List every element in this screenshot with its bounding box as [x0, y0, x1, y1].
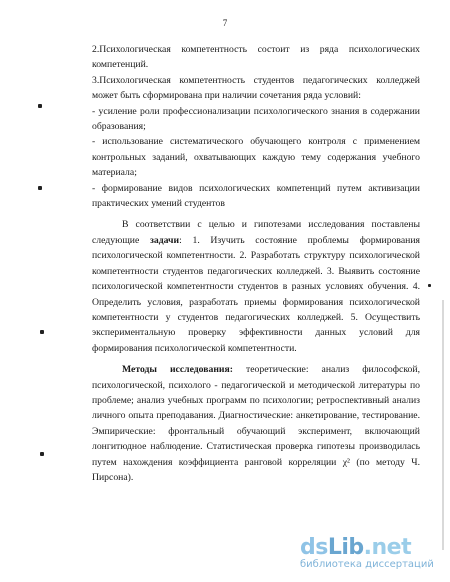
- watermark-subtitle: библиотека диссертаций: [300, 559, 434, 570]
- dslib-watermark: [300, 536, 440, 576]
- page-number: 7: [222, 18, 228, 28]
- scan-mark: [38, 186, 42, 190]
- paragraph: 3.Психологическая компетентность студентов педагогических колледжей может быть сформирована при наличии сочетания ряда условий:: [92, 74, 420, 102]
- paragraph: - использование систематического обучающего контроля с применением контрольных заданий, охватывающих каждую тему содержания учебного материала;: [92, 136, 420, 179]
- methods-paragraph: [92, 362, 420, 485]
- scan-mark: [40, 452, 44, 456]
- tasks-paragraph: [92, 217, 420, 356]
- methods-text: теоретические: анализ философской, психологической, психолого - педагогической и методической литературы по проблеме; анализ учебных программ по психологии; ретроспективный анализ личного опыта преподавания. Диагностические: анкетирование, тестирование. Эмпирические: фронтальный обучающий эксперимент, включающий лонгитюдное наблюдение. Статистическая проверка гипотезы производилась путем нахождения коэффициента ранговой корреляции χ² (по методу Ч. Пирсона).: [92, 364, 420, 483]
- methods-heading: Методы исследования:: [122, 364, 233, 376]
- dslib-logo: [300, 536, 440, 560]
- paragraph: - усиление роли профессионализации психологического знания в содержании образования;: [92, 105, 420, 133]
- scan-mark: [38, 104, 42, 108]
- logo-part: .net: [363, 535, 412, 560]
- scan-edge: [442, 300, 444, 550]
- document-body: [92, 42, 420, 485]
- tasks-heading: задачи: [149, 234, 180, 246]
- scan-mark: [40, 330, 44, 334]
- logo-part: Lib: [327, 535, 364, 560]
- tasks-text: : 1. Изучить состояние проблемы формирования психологической компетентности. 2. Разработать структуру психологической компетентности студентов педагогических колледжей. 3. Выявить состояние психологической компетентности студентов в разных условиях обучения. 4. Определить условия, разработать приемы формирования психологической компетентности у студентов педагогических колледжей. 5. Осуществить экспериментальную проверку эффективности данных условий для формирования психологической компетентности.: [92, 234, 420, 354]
- scan-mark: [428, 284, 431, 287]
- paragraph: - формирование видов психологических компетенций путем активизации практических умений студентов: [92, 182, 420, 210]
- logo-part: ds: [300, 535, 328, 560]
- paragraph: 2.Психологическая компетентность состоит из ряда психологических компетенций.: [92, 44, 420, 71]
- tasks-lead: В соответствии с целью и гипотезами исследования поставлены следующие: [92, 219, 420, 246]
